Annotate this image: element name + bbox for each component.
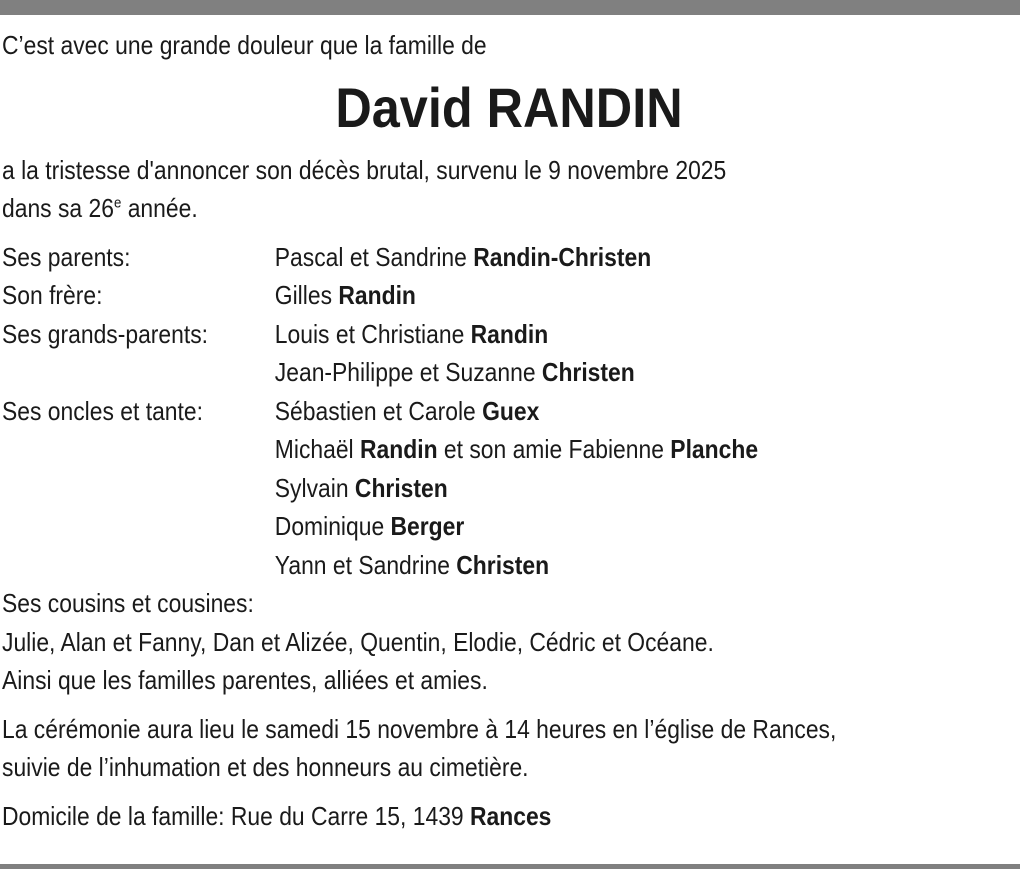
family-members: Dominique Berger: [274, 511, 465, 541]
family-row: [2, 507, 894, 546]
family-members: Yann et Sandrine Christen: [274, 549, 550, 580]
family-label: [2, 507, 275, 546]
family-members: Jean-Philippe et Suzanne Christen: [274, 357, 635, 387]
age-superscript: e: [113, 194, 122, 212]
cousins-list: Julie, Alan et Fanny, Dan et Alizée, Quentin, Elodie, Cédric et Océane.: [2, 626, 714, 657]
domicile-address: Domicile de la famille: Rue du Carre 15, 1439: [2, 800, 471, 831]
family-label: Son frère:: [2, 280, 103, 310]
family-label: Ses parents:: [2, 241, 131, 272]
bottom-rule: [0, 864, 1020, 869]
family-domicile: [2, 797, 894, 836]
family-label: Ses oncles et tante:: [2, 395, 203, 426]
domicile-place: Rances: [470, 800, 552, 831]
family-members: Michaël Randin et son amie Fabienne Planche: [274, 434, 759, 464]
family-members: Gilles Randin: [274, 280, 416, 310]
family-members: Pascal et Sandrine Randin-Christen: [274, 241, 652, 272]
family-row: [2, 430, 894, 469]
family-row: [2, 469, 894, 508]
intro-text: C’est avec une grande douleur que la famille de: [2, 30, 487, 60]
family-list: [2, 238, 1016, 585]
ceremony-info: [2, 710, 1016, 787]
family-row: [2, 276, 894, 315]
family-members: Louis et Christiane Randin: [274, 318, 549, 349]
family-row: [2, 546, 894, 585]
family-label: [2, 430, 275, 469]
age-suffix: année.: [121, 193, 198, 223]
family-row: [2, 315, 894, 354]
family-members: Sylvain Christen: [274, 472, 448, 503]
extended-family: Ainsi que les familles parentes, alliées et amies.: [2, 665, 488, 695]
announcement-line-1: a la tristesse d'annoncer son décès brutal, survenu le 9 novembre 2025: [2, 154, 727, 185]
family-row: [2, 238, 894, 277]
family-label: [2, 353, 275, 392]
family-label: [2, 546, 275, 585]
cousins-label: Ses cousins et cousines:: [2, 588, 254, 618]
ceremony-line-1: La cérémonie aura lieu le samedi 15 novembre à 14 heures en l’église de Rances,: [2, 713, 837, 744]
family-members: Sébastien et Carole Guex: [274, 395, 540, 426]
age-text: dans sa 26: [2, 193, 114, 223]
family-row: [2, 392, 894, 431]
deceased-name: David RANDIN: [335, 75, 683, 139]
top-rule: [0, 0, 1020, 15]
family-label: [2, 469, 275, 508]
ceremony-line-2: suivie de l’inhumation et des honneurs au cimetière.: [2, 752, 529, 782]
obituary-notice: [2, 26, 1016, 835]
family-label: Ses grands-parents:: [2, 318, 209, 349]
announcement-line-2: [2, 189, 894, 228]
family-row: [2, 353, 894, 392]
